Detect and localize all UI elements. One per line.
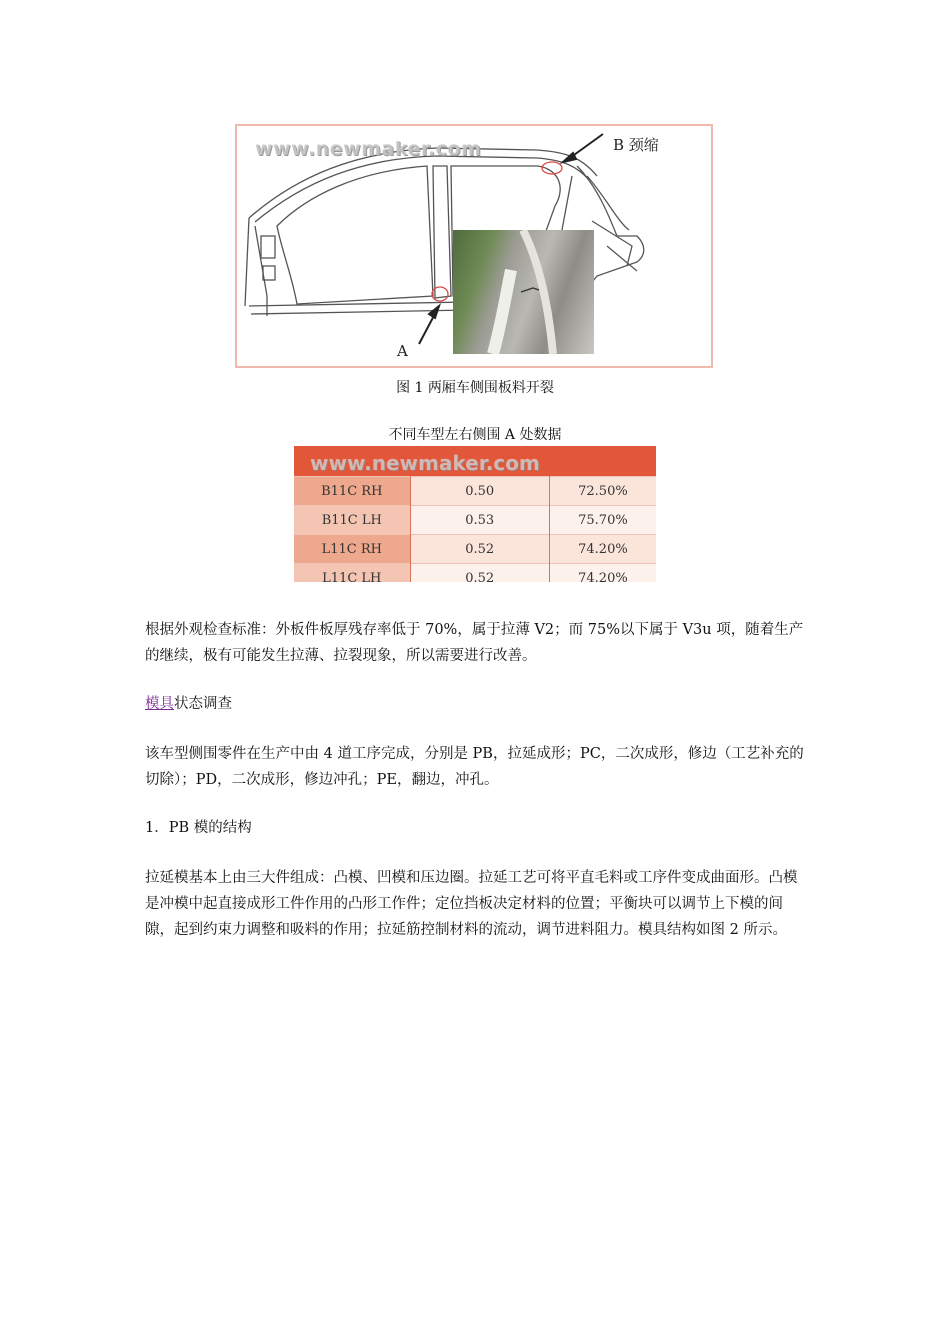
- table-row: [294, 506, 656, 535]
- table-row: [294, 477, 656, 506]
- section-heading-die-status: [145, 691, 807, 717]
- table-header-cell: [549, 446, 656, 477]
- data-table-container: [294, 446, 656, 582]
- figure-side-panel-crack: [235, 124, 713, 368]
- watermark-text: www.newmaker.com: [255, 138, 482, 160]
- paragraph-process-steps: 该车型侧围零件在生产中由 4 道工序完成，分别是 PB，拉延成形；PC，二次成形，修边（工艺补充的切除）；PD，二次成形，修边冲孔；PE，翻边，冲孔。: [145, 746, 804, 788]
- rate-cell: 75.70%: [549, 506, 656, 535]
- table-watermark: www.newmaker.com: [310, 451, 540, 475]
- subheading-pb-die: 1．PB 模的结构: [145, 820, 252, 836]
- table-row: [294, 564, 656, 583]
- crack-photo-detail: [453, 230, 594, 354]
- thickness-cell: 0.52: [410, 535, 549, 564]
- paragraph-draw-die-structure: 拉延模基本上由三大件组成：凸模、凹模和压边圈。拉延工艺可将平直毛料或工序件变成曲面形。凸模是冲模中起直接成形工件作用的凸形工作件；定位挡板决定材料的位置；平衡块可以调节上下模的间隙，起到约束力调整和吸料的作用；拉延筋控制材料的流动，调节进料阻力。模具结构如图 2 所示。: [145, 870, 798, 938]
- model-cell: L11C LH: [294, 564, 410, 583]
- thickness-cell: 0.53: [410, 506, 549, 535]
- section-heading-text: 状态调查: [174, 696, 232, 712]
- table-title: 不同车型左右侧围 A 处数据: [388, 427, 562, 443]
- label-b-necking: B 颈缩: [613, 136, 659, 154]
- die-link[interactable]: 模具: [145, 696, 174, 712]
- model-cell: B11C LH: [294, 506, 410, 535]
- model-cell: L11C RH: [294, 535, 410, 564]
- rate-cell: 72.50%: [549, 477, 656, 506]
- model-cell: B11C RH: [294, 477, 410, 506]
- figure1-caption: 图 1 两厢车侧围板料开裂: [396, 380, 554, 396]
- table-row: [294, 535, 656, 564]
- thickness-cell: 0.52: [410, 564, 549, 583]
- rate-cell: 74.20%: [549, 535, 656, 564]
- thickness-cell: 0.50: [410, 477, 549, 506]
- paragraph-inspection-standard: 根据外观检查标准：外板件板厚残存率低于 70%，属于拉薄 V2；而 75%以下属于 V3u 项，随着生产的继续，极有可能发生拉薄、拉裂现象，所以需要进行改善。: [145, 622, 804, 664]
- crack-closeup-photo: [453, 230, 594, 354]
- label-a: A: [397, 342, 408, 360]
- rate-cell: 74.20%: [549, 564, 656, 583]
